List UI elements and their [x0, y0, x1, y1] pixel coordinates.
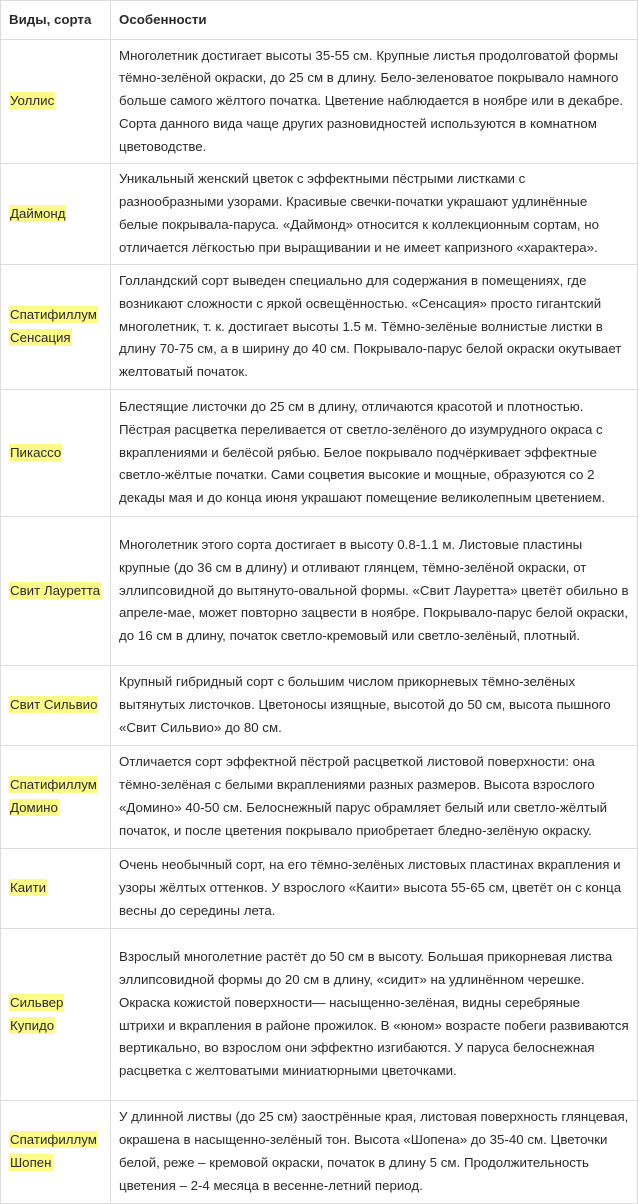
variety-name-line: Домино: [10, 800, 58, 815]
header-features: Особенности: [111, 1, 638, 40]
variety-name-cell: [1, 40, 111, 164]
table-row: [1, 40, 638, 164]
variety-name-cell: [1, 265, 111, 390]
variety-description: Блестящие листочки до 25 см в длину, отличаются красотой и плотностью. Пёстрая расцветка переливается от светло-зелёного до изумрудного окраса с вкраплениями и белёсой рябью. Белое покрывало подчёркивает эффектные светло-жёлтые початки. Сами соцветия высокие и мощные, образуются со 2 декады мая и до конца июня украшают помещение великолепным цветением.: [111, 390, 638, 517]
variety-description: Крупный гибридный сорт с большим числом прикорневых тёмно-зелёных вытянутых листочков. Цветоносы изящные, высотой до 50 см, высота пышного «Свит Сильвио» до 80 см.: [111, 666, 638, 746]
variety-name-cell: [1, 1101, 111, 1204]
variety-name: Свит Лауретта: [10, 582, 101, 598]
table-row: [1, 849, 638, 929]
variety-name-line: Сильвер: [10, 994, 64, 1010]
variety-description: Отличается сорт эффектной пёстрой расцветкой листовой поверхности: она тёмно-зелёная с белыми вкраплениями разных размеров. Высота взрослого «Домино» 40-50 см. Белоснежный парус обрамляет белый или светло-жёлтый початок, и после цветения покрывало приобретает бледно-зелёную окраску.: [111, 746, 638, 849]
table-row: [1, 929, 638, 1101]
variety-name-cell: [1, 929, 111, 1101]
table-header-row: [1, 1, 638, 40]
variety-name-line: Купидо: [10, 1017, 55, 1033]
variety-description: Голландский сорт выведен специально для содержания в помещениях, где возникают сложности с яркой освещённостью. «Сенсация» просто гигантский многолетник, т. к. достигает высоты 1.5 м. Тёмно-зелёные волнистые листки в длину 70-75 см, а в ширину до 40 см. Покрывало-парус белой окраски окутывает желтоватый початок.: [111, 265, 638, 390]
variety-description: У длинной листвы (до 25 см) заострённые края, листовая поверхность глянцевая, окрашена в насыщенно-зелёный тон. Высота «Шопена» до 35-40 см. Цветочки белой, реже – кремовой окраски, початок в длину 5 см. Продолжительность цветения – 2-4 месяца в весенне-летний период.: [111, 1101, 638, 1204]
variety-description: Уникальный женский цветок с эффектными пёстрыми листками с разнообразными узорами. Красивые свечки-початки украшают удлинённые белые покрывала-паруса. «Даймонд» относится к коллекционным сортам, но отличается лёгкостью при выращивании и не имеет капризного «характера».: [111, 164, 638, 265]
variety-name-cell: [1, 746, 111, 849]
variety-name-line: Спатифиллум: [10, 777, 97, 793]
variety-name-line: Сенсация: [10, 330, 71, 345]
variety-name: Пикассо: [10, 444, 62, 460]
header-varieties: Виды, сорта: [1, 1, 111, 40]
table-row: [1, 517, 638, 666]
variety-name: Свит Сильвио: [10, 697, 98, 713]
table-row: [1, 265, 638, 390]
table-row: [1, 666, 638, 746]
variety-description: Взрослый многолетние растёт до 50 см в высоту. Большая прикорневая листва эллипсовидной формы до 20 см в длину, «сидит» на удлинённом черешке. Окраска кожистой поверхности— насыщенно-зелёная, видны серебряные штрихи и вкрапления в районе прожилок. В «юном» возрасте побеги развиваются вертикально, во взрослом они эффектно изгибаются. У паруса белоснежная расцветка с желтоватыми миниатюрными цветочками.: [111, 929, 638, 1101]
variety-name-cell: [1, 849, 111, 929]
variety-name: Каити: [10, 880, 47, 896]
table-row: [1, 746, 638, 849]
table-row: [1, 1101, 638, 1204]
variety-name-cell: [1, 517, 111, 666]
variety-description: Многолетник этого сорта достигает в высоту 0.8-1.1 м. Листовые пластины крупные (до 36 см в длину) и отливают глянцем, тёмно-зелёной окраски, от эллипсовидной до вытянуто-овальной формы. «Свит Лауретта» цветёт обильно в апреле-мае, может повторно зацвести в ноябре. Покрывало-парус белой окраски, до 16 см в длину, початок светло-кремовый или светло-зелёный, плотный.: [111, 517, 638, 666]
variety-name-cell: [1, 666, 111, 746]
variety-name: Уоллис: [10, 93, 55, 109]
table-row: [1, 164, 638, 265]
variety-name-line: Спатифиллум: [10, 307, 97, 323]
table-row: [1, 390, 638, 517]
variety-name-cell: [1, 164, 111, 265]
variety-name: Даймонд: [10, 205, 66, 221]
variety-name-cell: [1, 390, 111, 517]
variety-name-line: Спатифиллум: [10, 1132, 97, 1148]
variety-name-line: Шопен: [10, 1155, 52, 1170]
variety-description: Многолетник достигает высоты 35-55 см. Крупные листья продолговатой формы тёмно-зелёной окраски, до 25 см в длину. Бело-зеленоватое покрывало намного больше самого жёлтого початка. Цветение наблюдается в ноябре или в декабре. Сорта данного вида чаще других разновидностей используются в комнатном цветоводстве.: [111, 40, 638, 164]
variety-description: Очень необычный сорт, на его тёмно-зелёных листовых пластинах вкрапления и узоры жёлтых оттенков. У взрослого «Каити» высота 55-65 см, цветёт он с конца весны до середины лета.: [111, 849, 638, 929]
